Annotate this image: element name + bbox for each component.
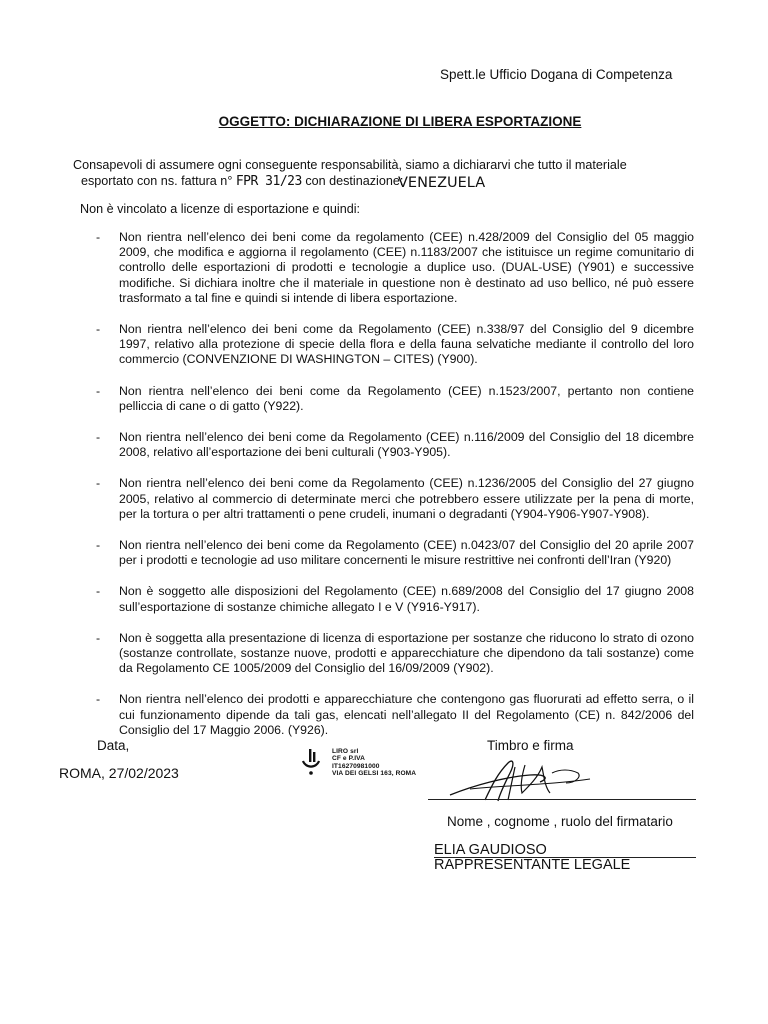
- list-item: [96, 692, 694, 738]
- bullet-dash: -: [96, 476, 101, 491]
- intro-paragraph: [73, 158, 693, 189]
- license-statement: Non è vincolato a licenze di esportazione e quindi:: [80, 202, 361, 216]
- handwritten-signature: [430, 755, 630, 805]
- list-item-text: Non rientra nell’elenco dei beni come da Regolamento (CEE) n.0423/07 del Consiglio del 20 aprile 2007 per i prodotti e tecnologie ad uso militare concernenti le misure restrittive nei confronti dell’Iran (Y920): [119, 538, 694, 568]
- company-stamp: [300, 748, 450, 780]
- list-item-text: Non rientra nell’elenco dei prodotti e apparecchiature che contengono gas fluorurati ad effetto serra, o il cui funzionamento dipende da tali gas, elencati nell’allegato II del Regolamento (CE) n. 842/2006 del Consiglio del 17 Maggio 2006. (Y926).: [119, 692, 694, 737]
- stamp-line: LIRO srl: [332, 748, 359, 755]
- intro-line-2-suffix: con destinazione:: [305, 173, 404, 188]
- bullet-dash: -: [96, 538, 101, 553]
- stamp-line: IT16270981000: [332, 762, 380, 770]
- signer-name: ELIA GAUDIOSO: [434, 842, 547, 858]
- date-value: ROMA, 27/02/2023: [59, 765, 179, 781]
- bullet-dash: -: [96, 383, 101, 398]
- signature-line: [428, 799, 696, 800]
- list-item: [96, 538, 694, 568]
- company-logo-icon: [300, 748, 322, 778]
- stamp-text: [332, 748, 416, 777]
- list-item-text: Non rientra nell’elenco dei beni come da Regolamento (CEE) n.338/97 del Consiglio del 9 dicembre 1997, relativo alla protezione di specie della flora e della fauna selvatiche mediante il controllo del loro commercio (CONVENZIONE DI WASHINGTON – CITES) (Y900).: [119, 322, 694, 367]
- bullet-dash: -: [96, 322, 101, 337]
- stamp-line: VIA DEI GELSI 163, ROMA: [332, 769, 417, 777]
- name-underline: [434, 857, 696, 858]
- list-item-text: Non è soggetta alla presentazione di licenza di esportazione per sostanze che riducono lo strato di ozono (sostanze controllate, sostanze nuove, prodotti e apparecchiature che dipendono da tali sostanze) come da Regolamento CE 1005/2009 del Consiglio del 16/09/2009 (Y902).: [119, 630, 694, 676]
- list-item-text: Non è soggetto alle disposizioni del Regolamento (CEE) n.689/2008 del Consiglio del 17 giugno 2008 sull’esportazione di sostanze chimiche allegato I e V (Y916-Y917).: [119, 584, 694, 614]
- bullet-dash: -: [96, 584, 101, 599]
- list-item: [96, 322, 694, 368]
- list-item: [96, 230, 694, 306]
- list-item-text: Non rientra nell’elenco dei beni come da Regolamento (CEE) n.1523/2007, pertanto non contiene pelliccia di cane o di gatto (Y922).: [119, 383, 694, 413]
- list-item: [96, 584, 694, 614]
- bullet-dash: -: [96, 692, 101, 707]
- intro-line-2: [73, 174, 693, 190]
- list-item: [96, 631, 694, 677]
- intro-line-2-prefix: esportato con ns. fattura n°: [81, 173, 233, 188]
- stamp-line: CF e P.IVA: [332, 755, 366, 763]
- list-item-text: Non rientra nell’elenco dei beni come da Regolamento (CEE) n.1236/2005 del Consiglio del 27 giugno 2005, relativo al commercio di determinate merci che potrebbero essere utilizzate per la pena di morte, per la tortura o per altri trattamenti o pene crudeli, inumani o degradanti (Y904-Y906-Y907-Y908).: [119, 476, 694, 521]
- bullet-dash: -: [96, 430, 101, 445]
- signer-caption: Nome , cognome , ruolo del firmatario: [447, 814, 673, 829]
- bullet-dash: -: [96, 630, 101, 645]
- date-label: Data,: [97, 738, 130, 753]
- destination-value: VENEZUELA: [398, 175, 486, 191]
- signer-role: RAPPRESENTANTE LEGALE: [434, 857, 631, 873]
- invoice-number: FPR 31/23: [235, 173, 302, 189]
- addressee: Spett.le Ufficio Dogana di Competenza: [440, 67, 673, 82]
- list-item: [96, 476, 694, 522]
- list-item: [96, 384, 694, 414]
- declaration-list: [96, 230, 694, 754]
- intro-line-1: Consapevoli di assumere ogni conseguente responsabilità, siamo a dichiararvi che tutto il materiale: [73, 158, 627, 172]
- signer-block: [434, 843, 630, 873]
- list-item-text: Non rientra nell’elenco dei beni come da regolamento (CEE) n.428/2009 del Consiglio del 05 maggio 2009, che modifica e aggiorna il regolamento (CEE) n.1183/2007 che istituisce un regime comunitario di controllo delle esportazioni di prodotti e tecnologie a duplice uso. (DUAL-USE) (Y901) e successive modifiche. Si dichiara inoltre che il materiale in questione non è destinato ad uso bellico, né può essere trasformato a tal fine e quindi si intende di libera esportazione.: [119, 230, 694, 305]
- bullet-dash: -: [96, 230, 101, 244]
- stamp-label: Timbro e firma: [487, 738, 574, 753]
- list-item-text: Non rientra nell’elenco dei beni come da Regolamento (CEE) n.116/2009 del Consiglio del 18 dicembre 2008, relativo all’esportazione dei beni culturali (Y903-Y905).: [119, 430, 694, 460]
- document-subject: OGGETTO: DICHIARAZIONE DI LIBERA ESPORTAZIONE: [218, 114, 582, 129]
- list-item: [96, 430, 694, 460]
